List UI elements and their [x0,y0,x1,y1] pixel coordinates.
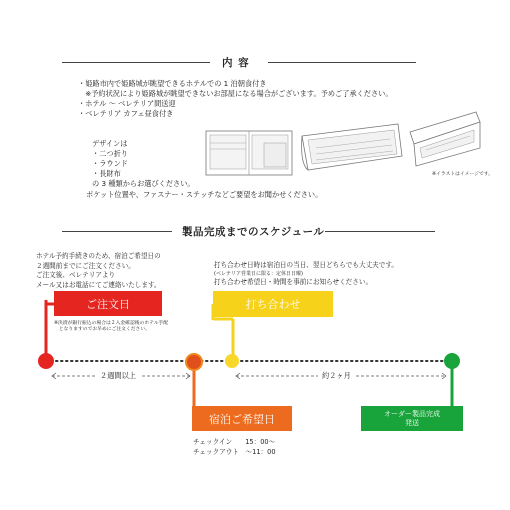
order-instruction-line: メール又はお電話にてご連絡いたします。 [36,280,161,289]
checkout-time: チェックアウト 〜11：00 [193,447,276,456]
bullet-lunch: ・ベレテリア カフェ昼食付き [78,109,174,118]
completion-label-line: オーダー製品完成 [384,409,440,418]
checkin-time: チェックイン 15：00〜 [193,438,276,446]
round-zip-wallet-illustration [298,114,406,178]
design-options [92,139,195,189]
content-title-rule-left [62,62,210,63]
long-wallet-illustration [406,108,484,168]
content-bullets [78,79,393,119]
two-weeks-text: ２週間以上 [96,371,140,381]
order-instruction-line: ホテル予約手続きのため、宿泊ご希望日の [36,252,161,260]
order-instruction-line: ２週間前までにご注文ください。 [36,261,135,270]
order-instruction-line: ご注文後、ベレテリアより [36,271,116,280]
order-payment-note-line: となりますのでお早めにご注文ください。 [54,327,150,333]
order-date-dot [38,353,54,369]
schedule-title-rule-left [62,231,172,232]
design-choose: の 3 種類からお選びください。 [92,179,195,188]
bullet-room-note: ※予約状況により姫路城が眺望できないお部屋になる場合がございます。予めご了承ください。 [78,89,393,98]
illustration-note: ※イラストはイメージです。 [432,172,493,177]
design-request: ポケット位置や、ファスナー・ステッチなどご要望をお聞かせください。 [86,190,323,199]
design-intro: デザインは [92,139,128,148]
timeline [0,277,510,415]
meeting-instruction-line: (ベレテリア営業日に限る：定休日日曜) [214,270,303,277]
bifold-wallet-illustration [204,125,296,177]
meeting-instruction-line: 打ち合わせ日時は宿泊日の当日、翌日どちらでも大丈夫です。 [214,261,399,269]
stay-times [193,438,276,457]
order-payment-note-line: ※決済が銀行振込の場合は２入金確認後のホテル手配 [54,321,169,326]
meeting-dot [225,354,239,368]
design-round: ・ラウンド [92,159,128,168]
stay-date-label: 宿泊ご希望日 [192,406,292,431]
completion-dot [444,353,460,369]
design-long: ・長財布 [92,169,121,178]
content-title: 内 容 [222,57,250,69]
schedule-title-rule-right [325,231,435,232]
content-title-rule-right [268,62,416,63]
bullet-transfer: ・ホテル 〜 ベレテリア間送迎 [78,99,176,108]
design-bifold: ・二つ折り [92,149,128,158]
meeting-label: 打ち合わせ [213,291,333,317]
two-months-text: 約２ヶ月 [318,371,355,381]
stay-date-dot [185,353,203,371]
meeting-instruction-line: 打ち合わせ希望日・時間を事前にお知らせください。 [214,277,373,286]
order-date-label: ご注文日 [54,291,162,316]
completion-label-line: 発送 [405,418,419,427]
bullet-hotel-stay: ・姫路市内で姫路城が眺望できるホテルでの 1 泊朝食付き [78,79,267,88]
schedule-title: 製品完成までのスケジュール [182,226,325,238]
